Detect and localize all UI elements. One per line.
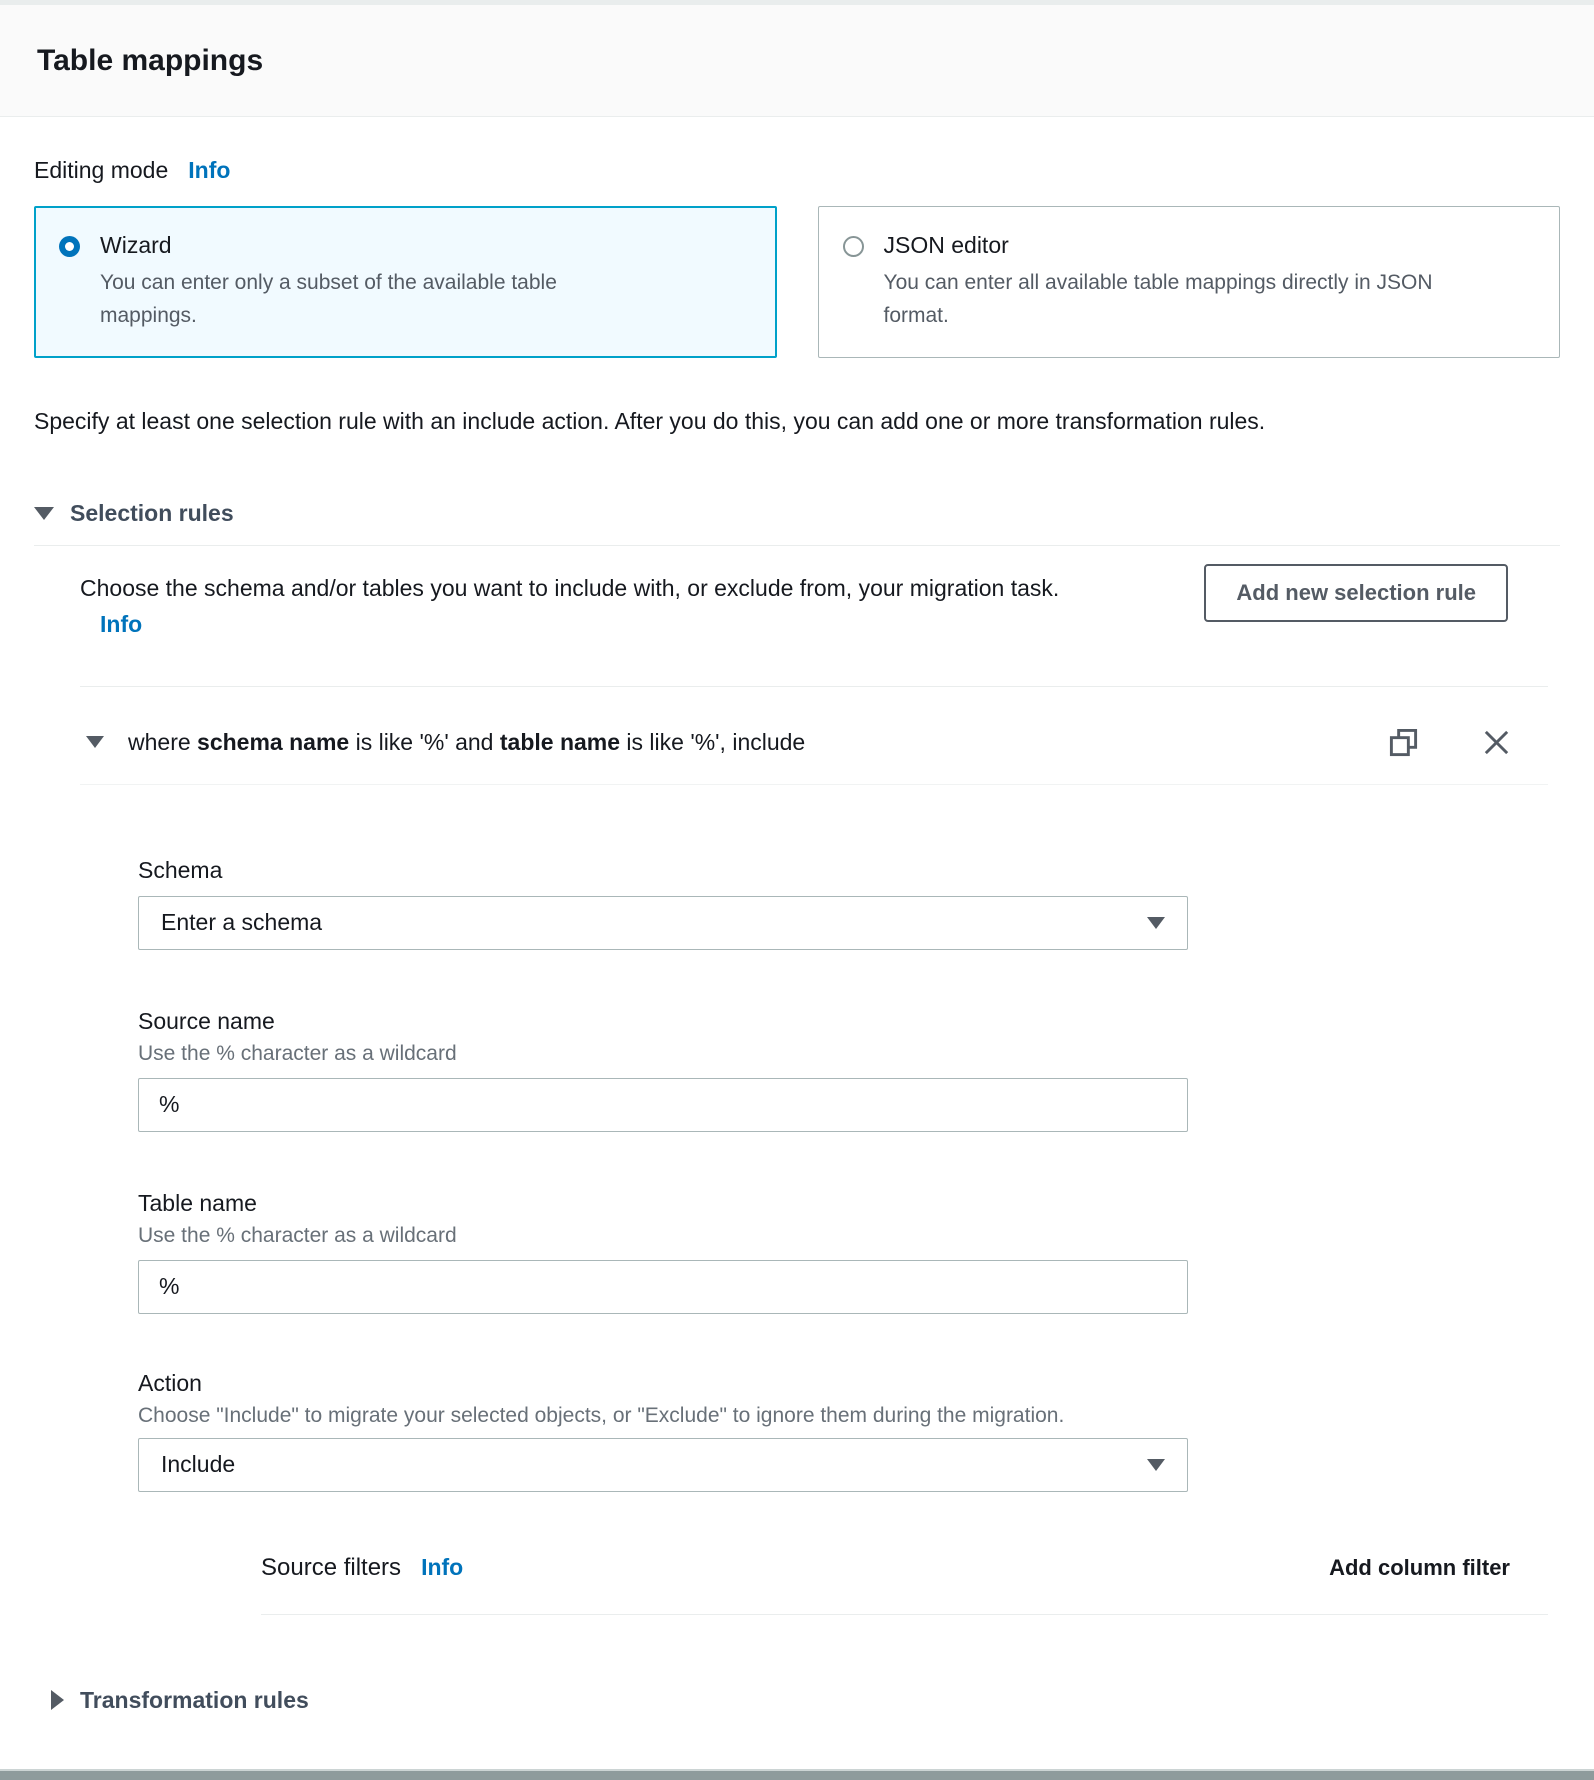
tile-wizard[interactable] [34, 206, 777, 358]
selection-rules-description-row [80, 570, 1548, 686]
divider [80, 686, 1548, 687]
chevron-down-icon [1147, 917, 1165, 929]
divider [80, 784, 1548, 785]
radio-selected-icon[interactable] [59, 236, 80, 257]
source-filters-row [261, 1554, 1548, 1582]
editing-mode-tiles [34, 206, 1560, 358]
transformation-rules-header[interactable] [51, 1687, 1560, 1714]
editing-mode-label: Editing mode [34, 157, 169, 183]
schema-select-value: Enter a schema [161, 909, 323, 936]
tile-json-editor-label: JSON editor [883, 232, 1009, 258]
add-column-filter-button[interactable]: Add column filter [1329, 1554, 1510, 1580]
selection-rules-header[interactable] [34, 500, 1560, 527]
selection-rules-description: Choose the schema and/or tables you want to include with, or exclude from, your migration task. [80, 574, 1060, 601]
rule-summary-suffix: is like '%', include [620, 728, 806, 755]
action-select-value: Include [161, 1451, 236, 1478]
rule-fields [138, 857, 1548, 1615]
table-name-label: Table name [138, 1189, 257, 1216]
editing-mode-row [34, 157, 1560, 184]
source-filters-label: Source filters [261, 1553, 402, 1581]
rule-summary-prefix: where [128, 728, 198, 755]
schema-label: Schema [138, 856, 223, 883]
source-name-label: Source name [138, 1007, 275, 1034]
source-filters-info-link[interactable]: Info [421, 1554, 464, 1581]
rule-summary-schema-name: schema name [197, 728, 350, 755]
tile-json-editor-description: You can enter all available table mappings directly in JSON format. [883, 271, 1433, 327]
tile-json-editor[interactable] [818, 206, 1561, 358]
chevron-down-icon [1147, 1459, 1165, 1471]
chevron-down-icon [34, 507, 54, 520]
tile-wizard-label: Wizard [100, 232, 172, 258]
tile-wizard-description: You can enter only a subset of the available table mappings. [100, 271, 557, 327]
action-select[interactable] [138, 1438, 1188, 1492]
page-header [0, 5, 1594, 117]
chevron-down-icon[interactable] [86, 736, 104, 748]
rule-summary-table-name: table name [499, 728, 621, 755]
selection-rules-info-link[interactable]: Info [100, 611, 143, 638]
add-selection-rule-button[interactable]: Add new selection rule [1204, 564, 1508, 622]
action-label: Action [138, 1369, 202, 1396]
table-name-helper: Use the % character as a wildcard [138, 1223, 457, 1247]
editing-mode-info-link[interactable]: Info [188, 157, 231, 183]
radio-unselected-icon[interactable] [843, 236, 864, 257]
rule-summary-mid: is like '%' and [349, 728, 500, 755]
transformation-rules-title: Transformation rules [80, 1686, 309, 1713]
action-helper: Choose "Include" to migrate your selected objects, or "Exclude" to ignore them during the migration. [138, 1403, 1065, 1427]
source-name-helper: Use the % character as a wildcard [138, 1041, 457, 1065]
copy-icon[interactable] [1388, 727, 1419, 758]
table-name-input[interactable] [138, 1260, 1188, 1314]
selection-rules-title: Selection rules [70, 499, 234, 526]
intro-text: Specify at least one selection rule with an include action. After you do this, you can add one or more transformation rules. [34, 408, 1266, 434]
divider [261, 1614, 1548, 1615]
schema-select[interactable] [138, 896, 1188, 950]
source-name-input[interactable] [138, 1078, 1188, 1132]
main-content [0, 157, 1594, 1714]
bottom-scrollbar[interactable] [0, 1769, 1594, 1780]
selection-rules-panel [80, 570, 1548, 1615]
chevron-right-icon [51, 1690, 64, 1710]
divider [34, 545, 1560, 546]
page-title: Table mappings [37, 43, 264, 77]
rule-header [80, 727, 1548, 758]
close-icon[interactable] [1481, 727, 1512, 758]
rule-summary [128, 729, 805, 756]
